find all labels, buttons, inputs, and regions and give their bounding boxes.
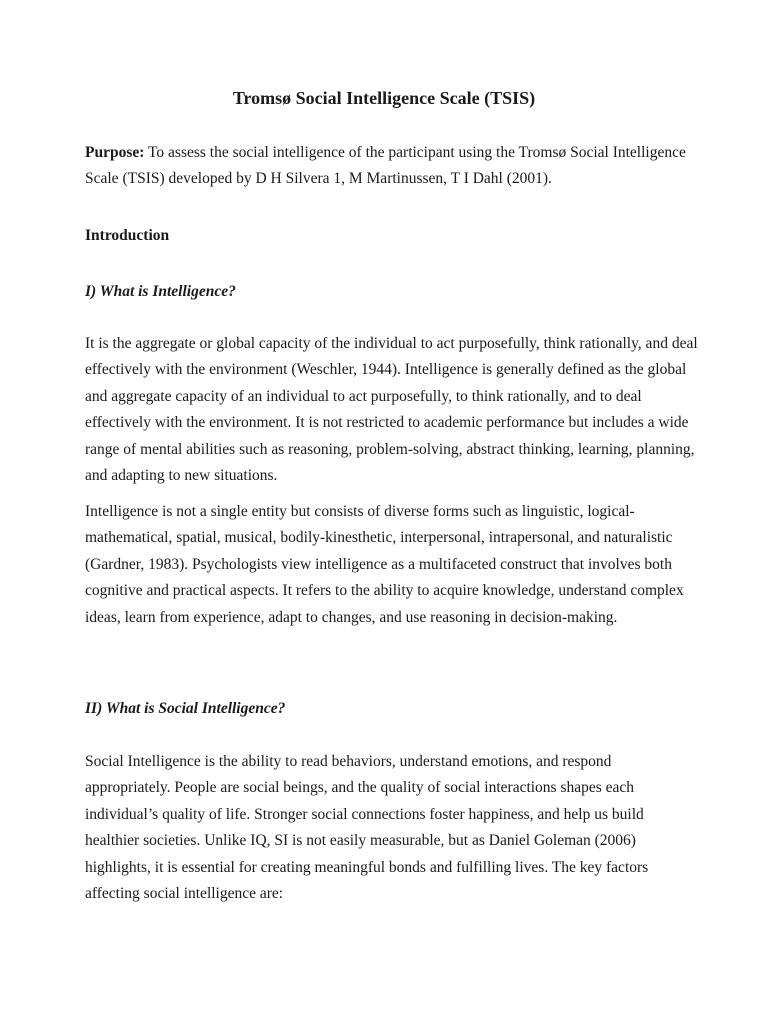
purpose-paragraph (85, 140, 700, 193)
section-heading-social-intelligence: II) What is Social Intelligence? (85, 700, 286, 717)
introduction-heading: Introduction (85, 227, 170, 244)
section-heading-intelligence: I) What is Intelligence? (85, 283, 236, 300)
intelligence-paragraph-2: Intelligence is not a single entity but consists of diverse forms such as linguistic, logical-mathematical, spatial, musical, bodily-kinesthetic, interpersonal, intrapersonal, and naturalistic (Gardner, 1983). Psychologists view intelligence as a multifaceted construct that involves both cognitive and practical aspects. It refers to the ability to acquire knowledge, understand complex ideas, learn from experience, adapt to changes, and use reasoning in decision-making. (85, 503, 684, 626)
social-intelligence-paragraph: Social Intelligence is the ability to read behaviors, understand emotions, and respond appropriately. People are social beings, and the quality of social interactions shapes each individual’s quality of life. Stronger social connections foster happiness, and help us build healthier societies. Unlike IQ, SI is not easily measurable, but as Daniel Goleman (2006) highlights, it is essential for creating meaningful bonds and fulfilling lives. The key factors affecting social intelligence are: (85, 753, 649, 903)
purpose-text: To assess the social intelligence of the participant using the Tromsø Social Intelligence Scale (TSIS) developed by D H Silvera 1, M Martinussen, T I Dahl (2001). (85, 144, 686, 188)
intelligence-paragraph-1: It is the aggregate or global capacity of the individual to act purposefully, think rationally, and deal effectively with the environment (Weschler, 1944). Intelligence is generally defined as the global and aggregate capacity of an individual to act purposefully, to think rationally, and to deal effectively with the environment. It is not restricted to academic performance but includes a wide range of mental abilities such as reasoning, problem-solving, abstract thinking, learning, planning, and adapting to new situations. (85, 335, 698, 485)
document-title: Tromsø Social Intelligence Scale (TSIS) (232, 88, 536, 108)
purpose-label: Purpose: (85, 144, 145, 161)
